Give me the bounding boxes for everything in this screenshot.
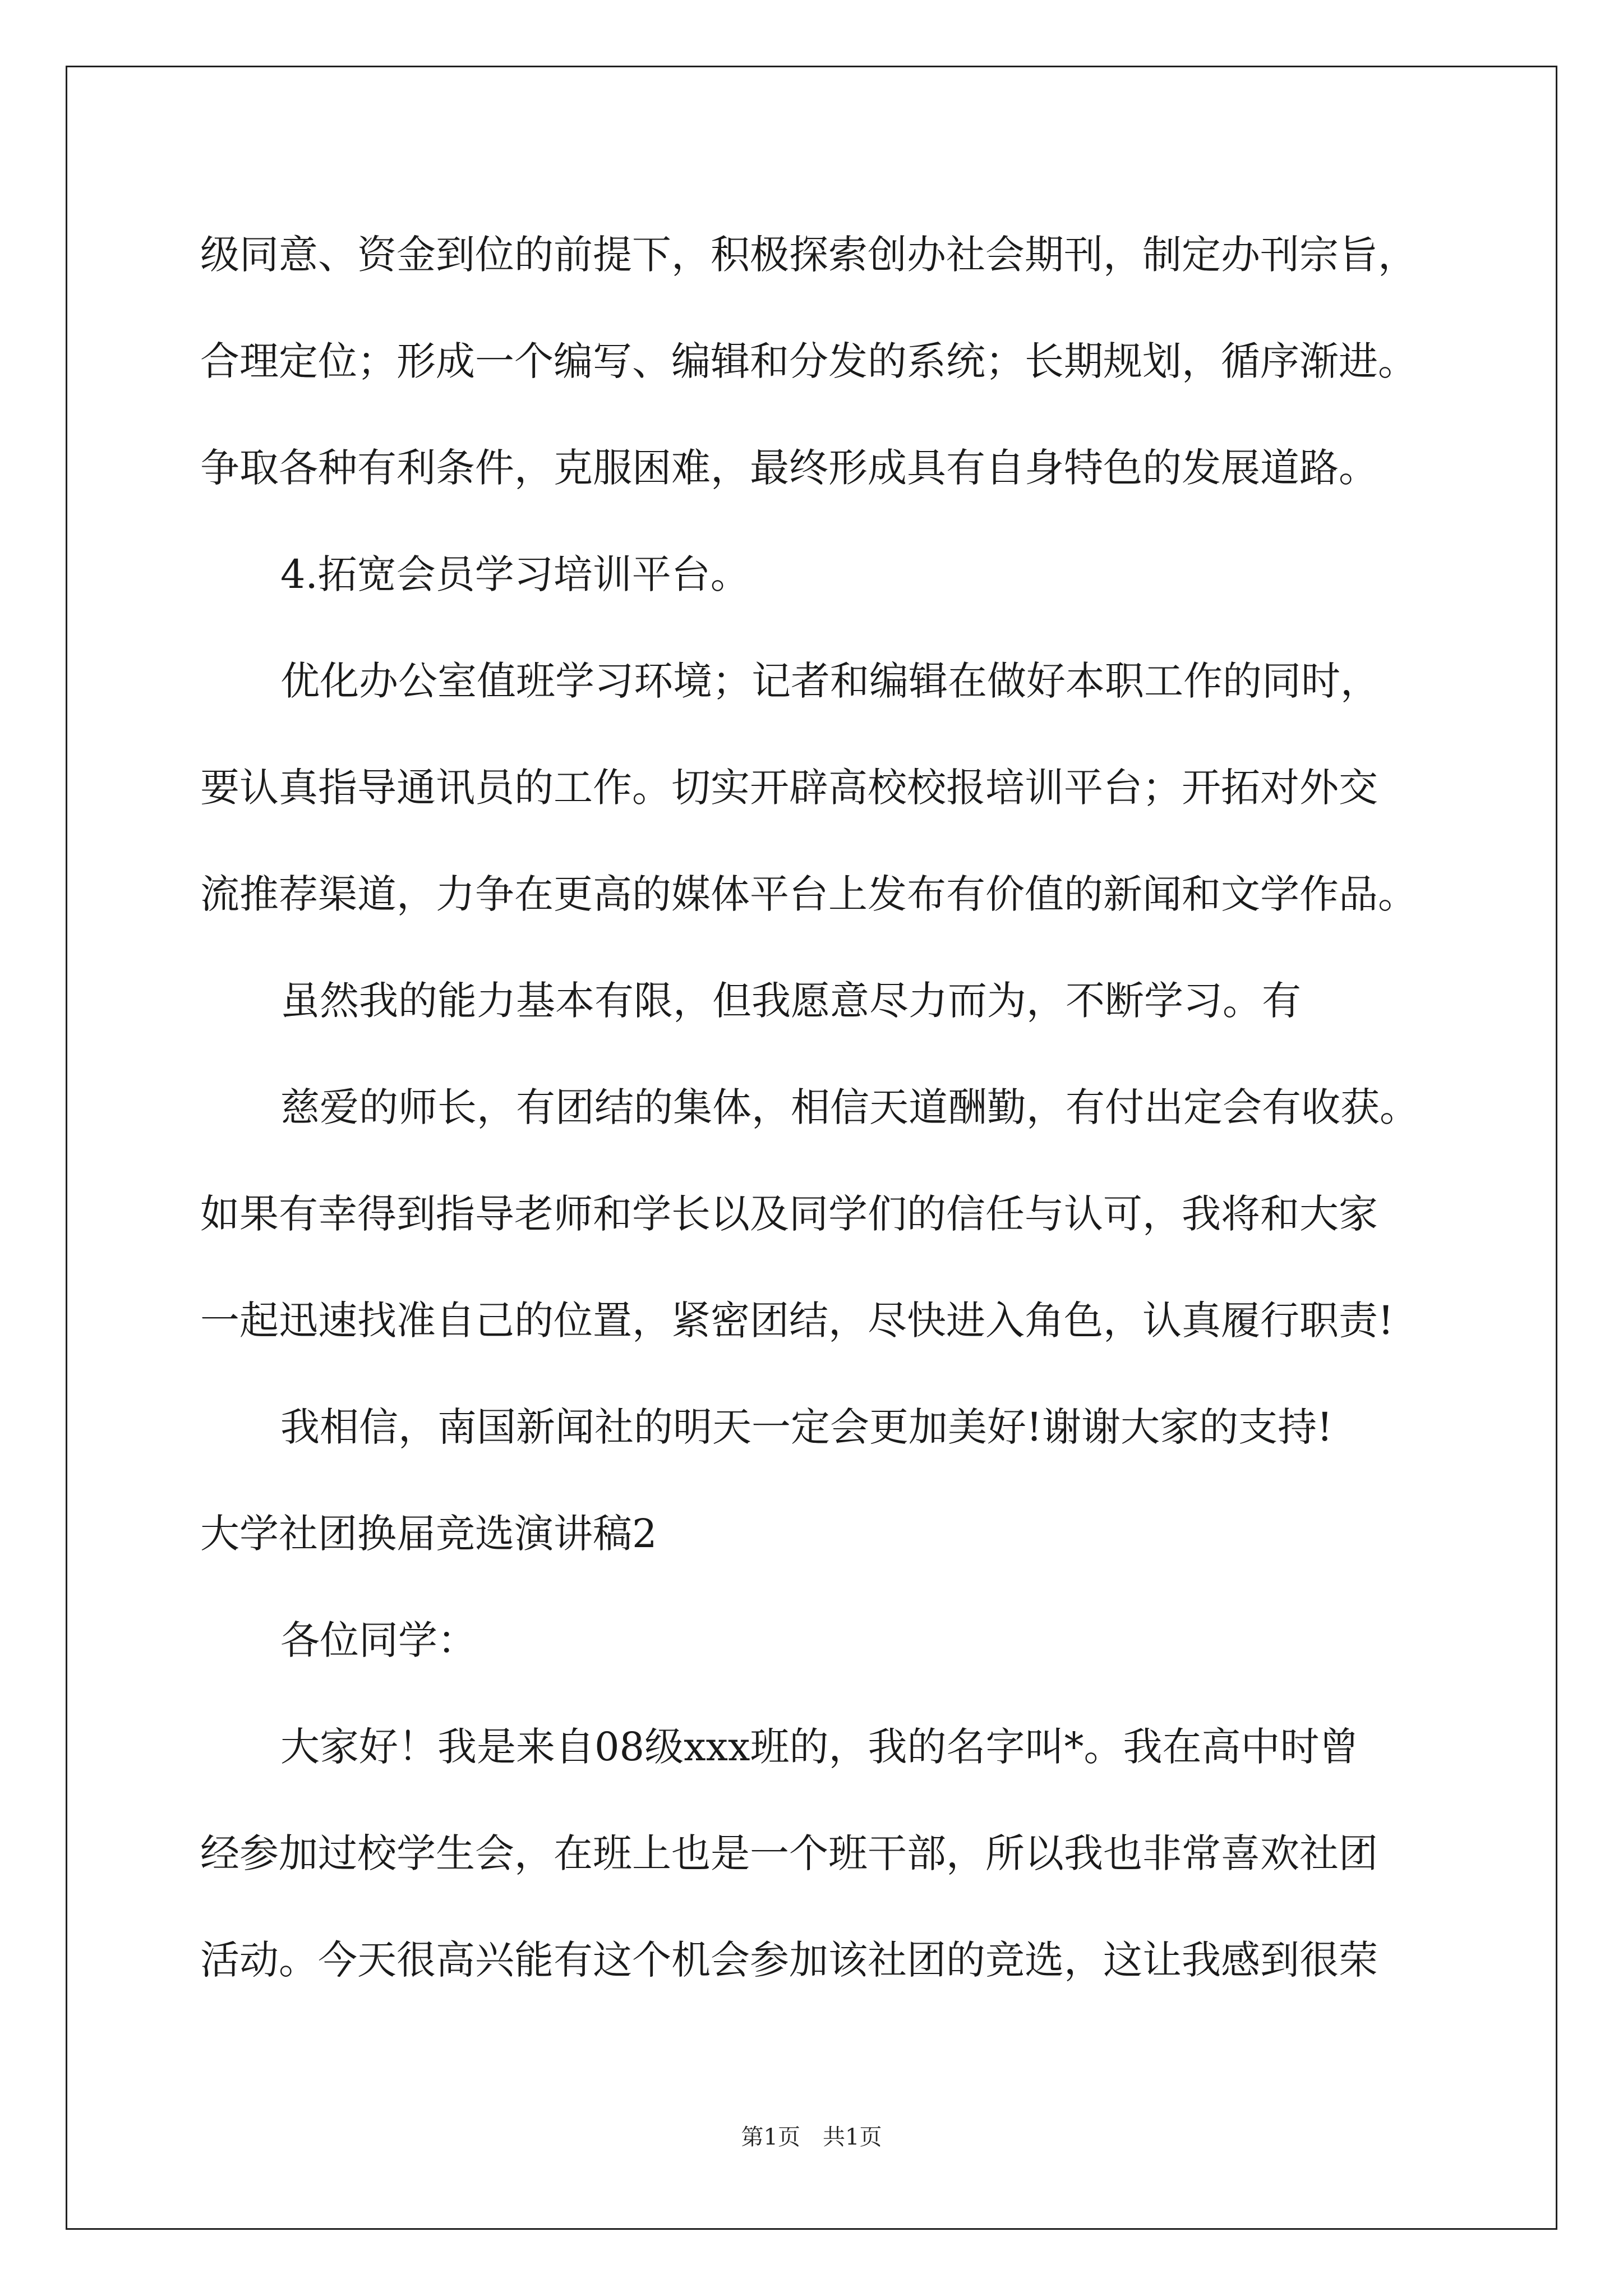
text-line: 大家好！我是来自08级xxx班的，我的名字叫*。我在高中时曾	[280, 1724, 1359, 1770]
list-item-heading: 4.拓宽会员学习培训平台。	[280, 551, 750, 597]
text-line: 合理定位；形成一个编写、编辑和分发的系统；长期规划，循序渐进。	[200, 338, 1417, 384]
text-line: 优化办公室值班学习环境；记者和编辑在做好本职工作的同时，	[280, 658, 1380, 704]
salutation: 各位同学：	[280, 1617, 477, 1663]
text-line: 我相信，南国新闻社的明天一定会更加美好!谢谢大家的支持!	[280, 1404, 1333, 1450]
text-line: 经参加过校学生会，在班上也是一个班干部，所以我也非常喜欢社团	[200, 1830, 1378, 1876]
text-line: 级同意、资金到位的前提下，积极探索创办社会期刊，制定办刊宗旨，	[200, 232, 1417, 278]
text-line: 如果有幸得到指导老师和学长以及同学们的信任与认可，我将和大家	[200, 1191, 1378, 1237]
text-line: 虽然我的能力基本有限，但我愿意尽力而为，不断学习。有	[280, 978, 1301, 1024]
text-line: 争取各种有利条件，克服困难，最终形成具有自身特色的发展道路。	[200, 445, 1378, 491]
text-line: 一起迅速找准自己的位置，紧密团结，尽快进入角色，认真履行职责!	[200, 1297, 1394, 1343]
section-title: 大学社团换届竞选演讲稿2	[200, 1511, 657, 1557]
page-border	[66, 66, 1557, 2230]
text-line: 慈爱的师长，有团结的集体，相信天道酬勤，有付出定会有收获。	[280, 1084, 1419, 1130]
text-line: 活动。今天很高兴能有这个机会参加该社团的竞选，这让我感到很荣	[200, 1937, 1378, 1983]
text-line: 要认真指导通讯员的工作。切实开辟高校校报培训平台；开拓对外交	[200, 765, 1378, 811]
text-line: 流推荐渠道，力争在更高的媒体平台上发布有价值的新闻和文学作品。	[200, 871, 1417, 917]
page-number-footer: 第1页 共1页	[741, 2124, 882, 2150]
